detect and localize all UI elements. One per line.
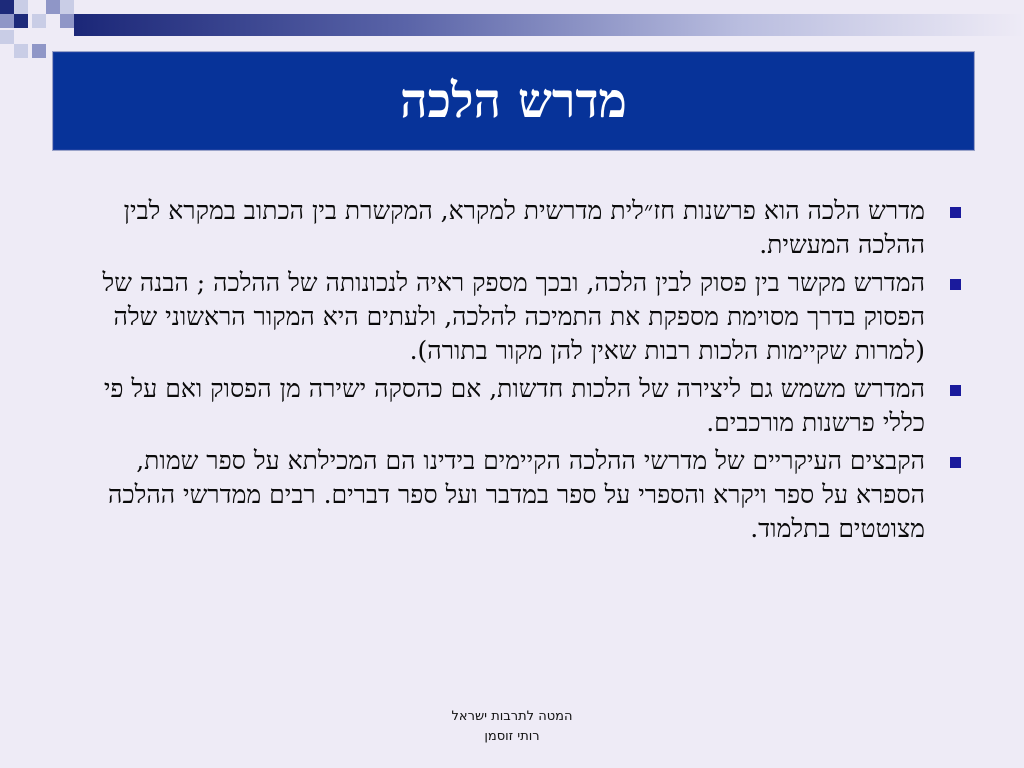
- slide-title: מדרש הלכה: [400, 73, 627, 129]
- decor-square: [60, 14, 74, 28]
- list-item: [60, 372, 965, 440]
- list-item-text: המדרש מקשר בין פסוק לבין הלכה, ובכך מספק ראיה לנכונותה של ההלכה ; הבנה של הפסוק בדרך מסוימת מספקת את התמיכה להלכה, ולעתים היא המקור הראשוני שלה (למרות שקיימות הלכות רבות שאין להן מקור בתורה).: [102, 268, 925, 365]
- title-box: [52, 51, 975, 151]
- header-gradient-bar: [74, 14, 1024, 36]
- decor-square: [0, 14, 14, 28]
- square-bullet-icon: [950, 207, 961, 218]
- list-item-text: מדרש הלכה הוא פרשנות חז״לית מדרשית למקרא, המקשרת בין הכתוב במקרא לבין ההלכה המעשית.: [123, 196, 925, 259]
- decor-square: [14, 14, 28, 28]
- footer-organization: המטה לתרבות ישראל: [451, 709, 573, 724]
- slide-footer: [0, 707, 1024, 747]
- square-bullet-icon: [950, 279, 961, 290]
- bullet-list: [60, 194, 965, 546]
- square-bullet-icon: [950, 385, 961, 396]
- decor-square: [0, 30, 14, 44]
- decor-square: [14, 0, 28, 14]
- decor-square: [0, 0, 14, 14]
- footer-author: רותי זוסמן: [484, 729, 540, 744]
- decor-square: [32, 14, 46, 28]
- square-bullet-icon: [950, 457, 961, 468]
- decor-square: [14, 44, 28, 58]
- list-item-text: המדרש משמש גם ליצירה של הלכות חדשות, אם כהסקה ישירה מן הפסוק ואם על פי כללי פרשנות מורכבים.: [103, 374, 925, 437]
- bullet-list-container: [60, 194, 965, 550]
- decor-square: [32, 44, 46, 58]
- list-item-text: הקבצים העיקריים של מדרשי ההלכה הקיימים בידינו הם המכילתא על ספר שמות, הספרא על ספר ויקרא והספרי על ספר במדבר ועל ספר דברים. רבים ממדרשי ההלכה מצוטטים בתלמוד.: [108, 446, 925, 543]
- decor-square: [60, 0, 74, 14]
- list-item: [60, 194, 965, 262]
- decor-square: [46, 0, 60, 14]
- list-item: [60, 444, 965, 546]
- list-item: [60, 266, 965, 368]
